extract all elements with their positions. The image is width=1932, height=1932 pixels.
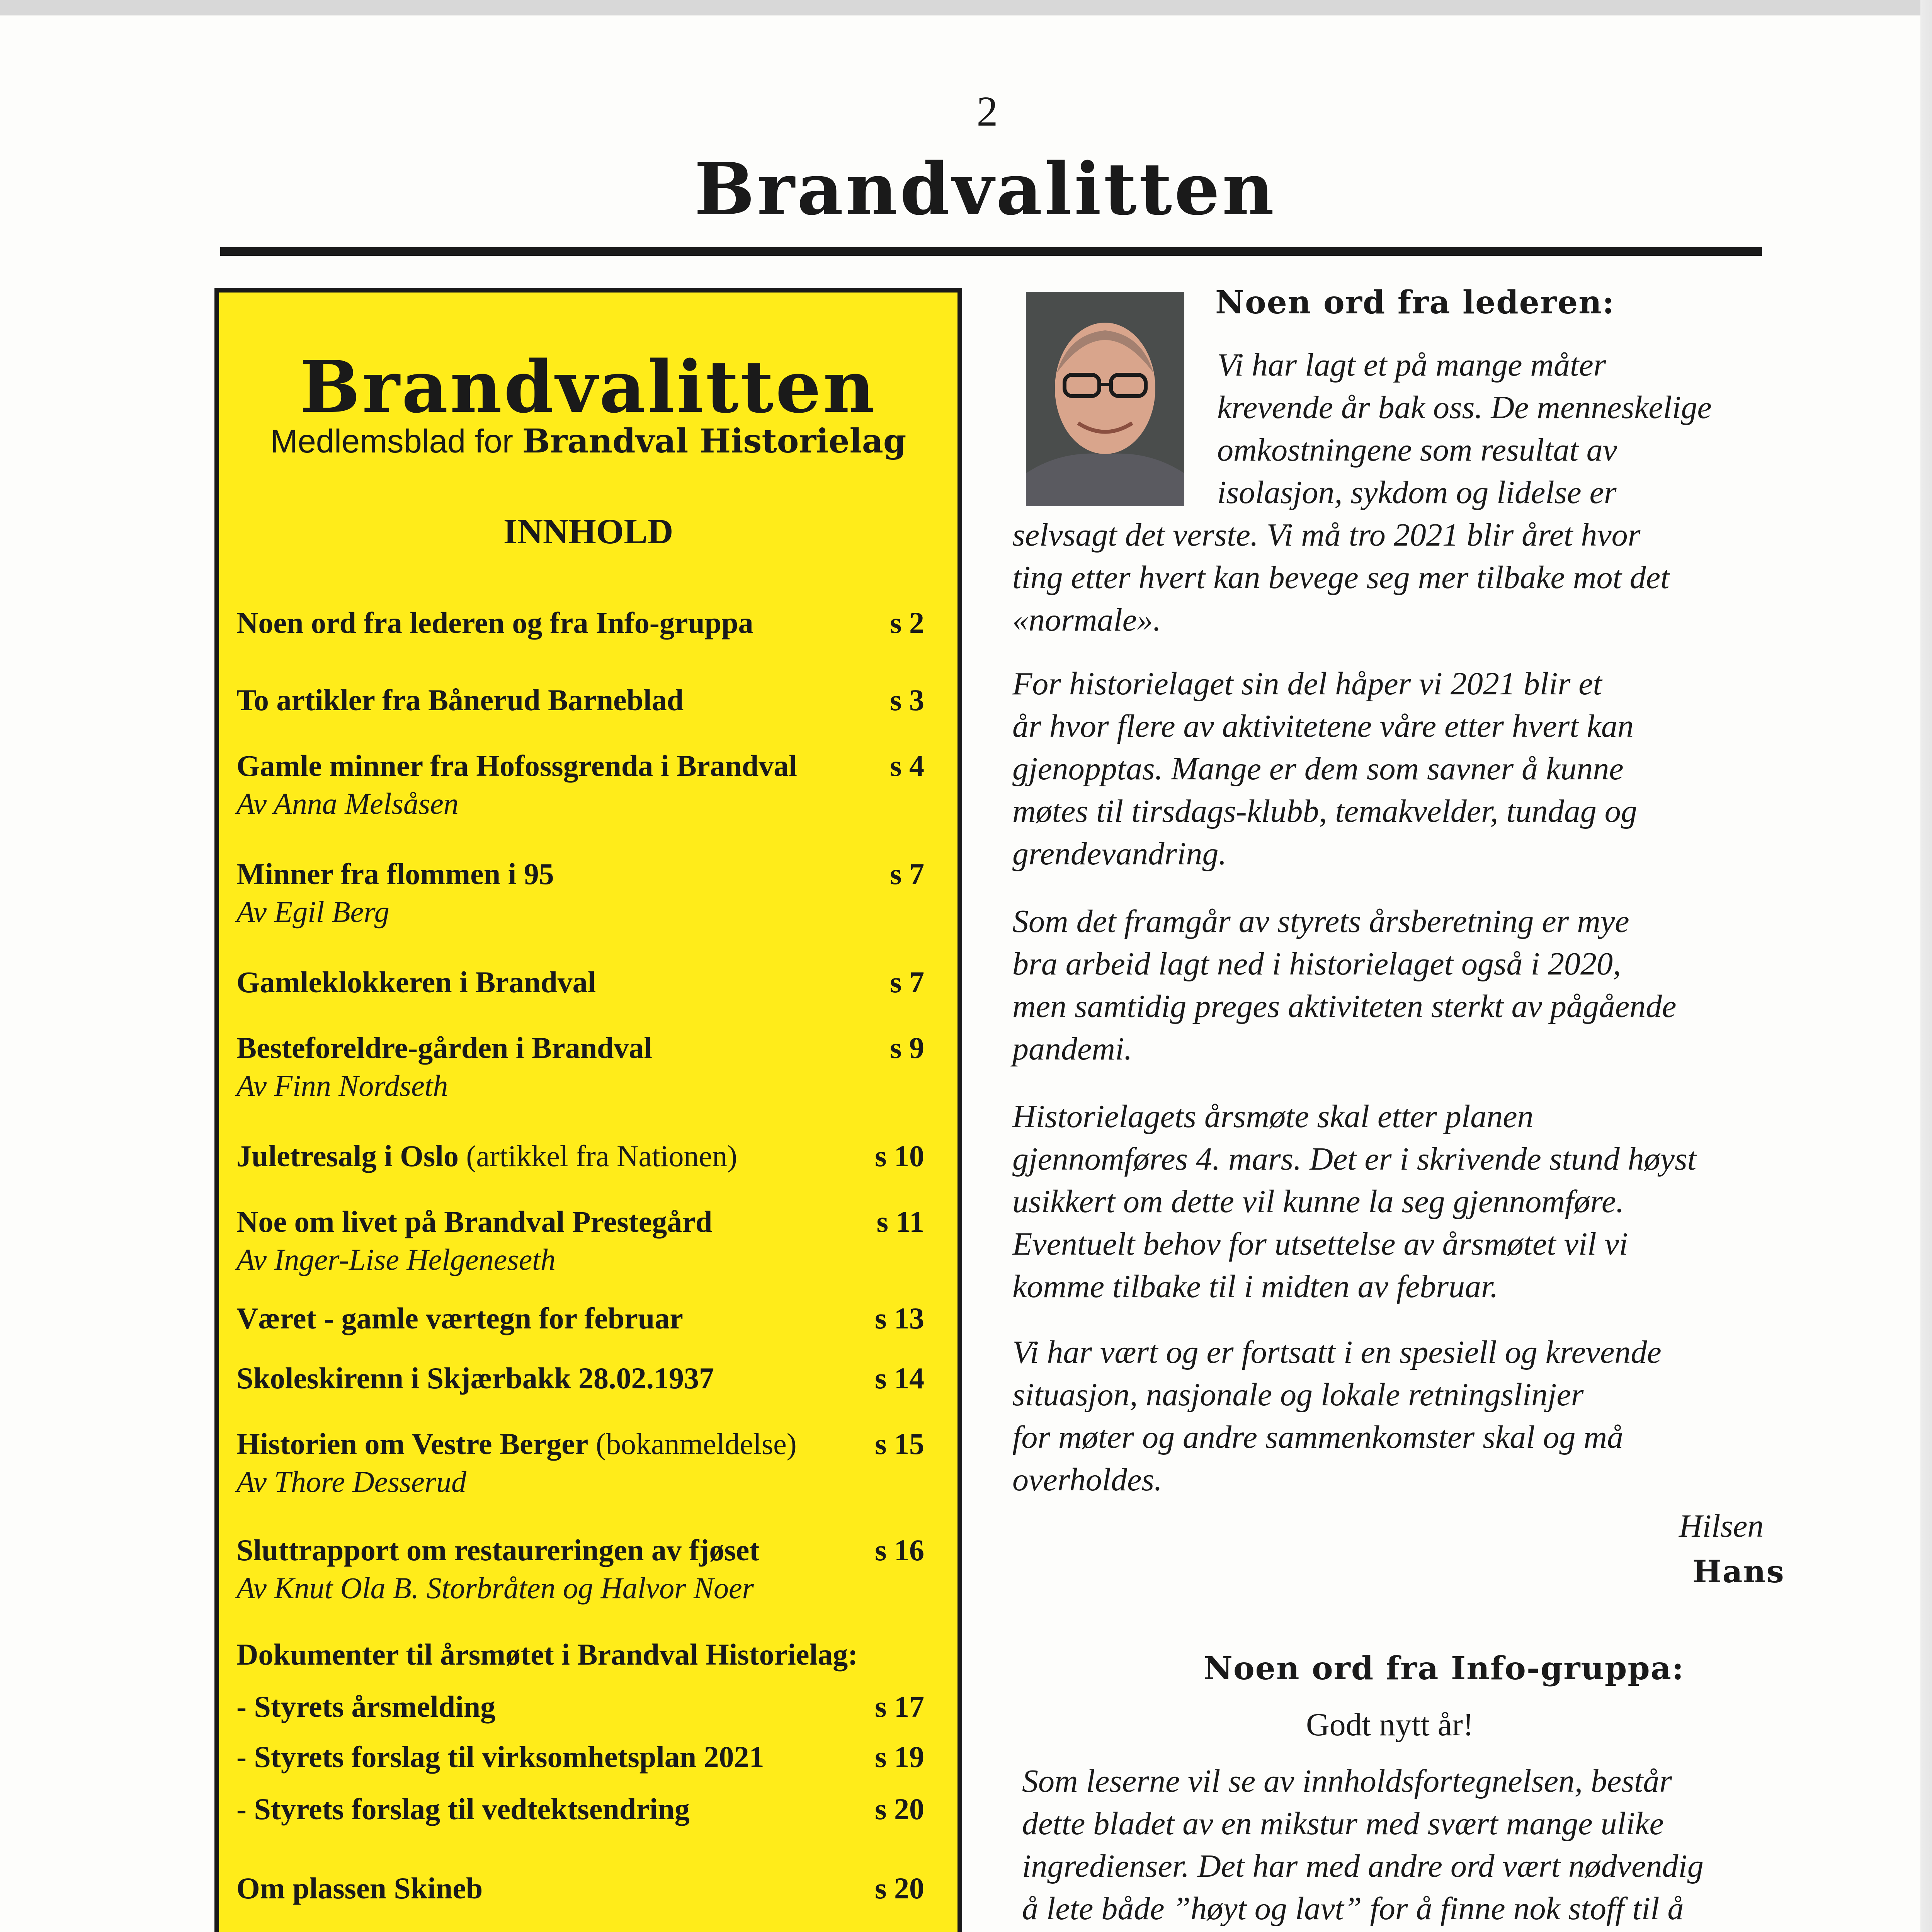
toc-entry-page: s 13 bbox=[875, 1301, 924, 1335]
toc-entry[interactable] bbox=[236, 1792, 924, 1827]
toc-entry-author: Av Knut Ola B. Storbråten og Halvor Noer bbox=[236, 1571, 754, 1605]
text-line bbox=[1022, 1930, 1704, 1932]
text-line: Som leserne vil se av innholdsfortegnelsen, består bbox=[1022, 1763, 1672, 1799]
text-line: år hvor flere av aktivitetene våre etter hvert kan bbox=[1012, 708, 1634, 745]
text-line: usikkert om dette vil kunne la seg gjennomføre. bbox=[1012, 1184, 1624, 1220]
leader-greeting: Hilsen bbox=[1679, 1508, 1764, 1544]
documents-heading: Dokumenter til årsmøtet i Brandval Historielag: bbox=[236, 1638, 858, 1671]
text-line: isolasjon, sykdom og lidelse er bbox=[1217, 474, 1617, 511]
toc-entry-page: s 3 bbox=[890, 683, 924, 717]
contents-heading: INNHOLD bbox=[503, 512, 673, 551]
text-line: pandemi. bbox=[1012, 1031, 1133, 1067]
text-line: komme tilbake til i midten av februar. bbox=[1012, 1269, 1498, 1305]
toc-entry-title: Minner fra flommen i 95 bbox=[236, 857, 554, 891]
leader-paragraph-2 bbox=[1012, 663, 1637, 875]
text-line: For historielaget sin del håper vi 2021 blir et bbox=[1012, 666, 1602, 702]
toc-entry[interactable] bbox=[236, 1031, 924, 1103]
toc-entry-page: s 14 bbox=[875, 1361, 924, 1395]
text-line: omkostningene som resultat av bbox=[1217, 432, 1617, 468]
text-line: møtes til tirsdags-klubb, temakvelder, tundag og bbox=[1012, 793, 1637, 830]
toc-entry-page: s 4 bbox=[890, 749, 924, 782]
toc-entry[interactable] bbox=[236, 1689, 924, 1724]
toc-entry-page: s 16 bbox=[875, 1533, 924, 1567]
toc-entry-page: s 19 bbox=[875, 1740, 924, 1774]
scan-edge-right bbox=[1920, 0, 1932, 1932]
toc-entry[interactable] bbox=[236, 1740, 924, 1774]
toc-entry-page: s 10 bbox=[875, 1139, 924, 1173]
contents-box-subtitle bbox=[219, 422, 957, 461]
toc-entry-author: Av Thore Desserud bbox=[236, 1465, 467, 1498]
toc-entry-page: s 15 bbox=[875, 1427, 924, 1461]
text-line: situasjon, nasjonale og lokale retningslinjer bbox=[1012, 1377, 1584, 1413]
text-line: dette bladet av en mikstur med svært mange ulike bbox=[1022, 1806, 1664, 1842]
toc-entry[interactable] bbox=[236, 683, 924, 718]
subtitle-prefix: Medlemsblad for bbox=[270, 423, 514, 460]
toc-entry-title: Sluttrapport om restaureringen av fjøset bbox=[236, 1533, 760, 1567]
info-heading: Noen ord fra Info-gruppa: bbox=[1204, 1650, 1685, 1687]
toc-entry[interactable] bbox=[236, 1204, 924, 1277]
contents-box-title: Brandvalitten bbox=[299, 345, 877, 429]
text-line: men samtidig preges aktiviteten sterkt av pågående bbox=[1012, 988, 1677, 1025]
text-line: Vi har vært og er fortsatt i en spesiell og krevende bbox=[1012, 1334, 1662, 1370]
toc-entry-page: s 20 bbox=[875, 1871, 924, 1905]
toc-entry-title bbox=[236, 1139, 924, 1173]
toc-entry-title: To artikler fra Bånerud Barneblad bbox=[236, 683, 684, 717]
toc-entry-title: - Styrets årsmelding bbox=[236, 1690, 496, 1723]
text-line: ingredienser. Det har med andre ord vært nødvendig bbox=[1022, 1848, 1704, 1884]
toc-entry[interactable] bbox=[236, 1533, 924, 1605]
toc-entry[interactable] bbox=[236, 965, 924, 1000]
leader-paragraph-1 bbox=[1217, 344, 1712, 514]
masthead-title: Brandvalitten bbox=[694, 147, 1277, 231]
toc-entry[interactable] bbox=[236, 1139, 924, 1173]
text-line: grendevandring. bbox=[1012, 836, 1227, 872]
toc-entry-title: Skoleskirenn i Skjærbakk 28.02.1937 bbox=[236, 1361, 714, 1395]
leader-paragraph-4 bbox=[1012, 1095, 1696, 1308]
toc-entry[interactable] bbox=[236, 748, 924, 821]
toc-entry-title: - Styrets forslag til vedtektsendring bbox=[236, 1792, 690, 1826]
toc-entry[interactable] bbox=[236, 1427, 924, 1499]
text-line: overholdes. bbox=[1012, 1462, 1163, 1498]
toc-entry-title: Gamle minner fra Hofossgrenda i Brandval bbox=[236, 749, 797, 782]
text-line: for møter og andre sammenkomster skal og må bbox=[1012, 1419, 1624, 1456]
text-line: Eventuelt behov for utsettelse av årsmøtet vil vi bbox=[1012, 1226, 1628, 1262]
toc-entry-page: s 17 bbox=[875, 1690, 924, 1723]
toc-entry[interactable] bbox=[236, 1361, 924, 1396]
text-line: å lete både ”høyt og lavt” for å finne nok stoff til å bbox=[1022, 1891, 1684, 1927]
toc-entry-title: Besteforeldre-gården i Brandval bbox=[236, 1031, 653, 1065]
toc-entry-page: s 20 bbox=[875, 1792, 924, 1826]
leader-signature: Hans bbox=[1692, 1553, 1785, 1590]
toc-entry[interactable] bbox=[236, 605, 924, 640]
text-line: ting etter hvert kan bevege seg mer tilbake mot det bbox=[1012, 560, 1670, 596]
toc-entry-author: Av Inger-Lise Helgeneseth bbox=[236, 1243, 556, 1276]
toc-entry-title-main: Juletresalg i Oslo bbox=[236, 1139, 459, 1173]
leader-paragraph-5 bbox=[1012, 1331, 1662, 1501]
text-line: bra arbeid lagt ned i historielaget også i 2020, bbox=[1012, 946, 1621, 982]
toc-entry-title: Om plassen Skineb bbox=[236, 1871, 483, 1905]
toc-entry[interactable] bbox=[236, 1301, 924, 1336]
toc-entry-page: s 2 bbox=[890, 606, 924, 639]
toc-entry-page: s 9 bbox=[890, 1031, 924, 1065]
toc-entry[interactable] bbox=[236, 1871, 924, 1906]
toc-entry-title bbox=[236, 1427, 924, 1461]
info-paragraph-1 bbox=[1022, 1760, 1704, 1932]
toc-entry-author: Av Egil Berg bbox=[236, 895, 389, 929]
toc-entry-page: s 7 bbox=[890, 857, 924, 891]
toc-entry-page: s 11 bbox=[876, 1205, 924, 1238]
text-line: «normale». bbox=[1012, 602, 1161, 638]
text-line: Vi har lagt et på mange måter bbox=[1217, 347, 1606, 383]
toc-entry-title-extra: (bokanmeldelse) bbox=[588, 1427, 797, 1461]
toc-entry-author: Av Anna Melsåsen bbox=[236, 787, 459, 820]
text-line: Historielagets årsmøte skal etter planen bbox=[1012, 1099, 1534, 1134]
toc-entry-author: Av Finn Nordseth bbox=[236, 1069, 448, 1102]
text-line: Som det framgår av styrets årsberetning er mye bbox=[1012, 903, 1629, 939]
info-greeting: Godt nytt år! bbox=[1306, 1707, 1474, 1743]
text-line: selvsagt det verste. Vi må tro 2021 blir året hvor bbox=[1012, 517, 1641, 553]
contents-box bbox=[214, 288, 962, 1932]
toc-entry-title-extra: (artikkel fra Nationen) bbox=[458, 1139, 738, 1173]
toc-entry-title: Gamleklokkeren i Brandval bbox=[236, 965, 596, 999]
toc-entry-title: Været - gamle værtegn for februar bbox=[236, 1301, 683, 1335]
leader-portrait bbox=[1026, 292, 1184, 506]
text-line: krevende år bak oss. De menneskelige bbox=[1217, 389, 1712, 426]
leader-heading: Noen ord fra lederen: bbox=[1215, 284, 1615, 321]
leader-paragraph-1-cont bbox=[1012, 514, 1669, 641]
subtitle-organisation: Brandval Historielag bbox=[522, 422, 906, 461]
scan-edge-top bbox=[0, 0, 1932, 15]
text-line: gjennomføres 4. mars. Det er i skrivende stund høyst bbox=[1012, 1141, 1696, 1177]
header-rule bbox=[220, 247, 1762, 256]
leader-paragraph-3 bbox=[1012, 900, 1676, 1070]
toc-entry-title: - Styrets forslag til virksomhetsplan 2021 bbox=[236, 1740, 764, 1774]
toc-entry-title: Noen ord fra lederen og fra Info-gruppa bbox=[236, 606, 753, 639]
page-number: 2 bbox=[976, 88, 998, 135]
toc-entry-title: Noe om livet på Brandval Prestegård bbox=[236, 1205, 713, 1238]
toc-entry-page: s 7 bbox=[890, 965, 924, 999]
toc-entry-title-main: Historien om Vestre Berger bbox=[236, 1427, 588, 1461]
toc-entry[interactable] bbox=[236, 857, 924, 929]
text-line: gjenopptas. Mange er dem som savner å kunne bbox=[1012, 751, 1624, 787]
